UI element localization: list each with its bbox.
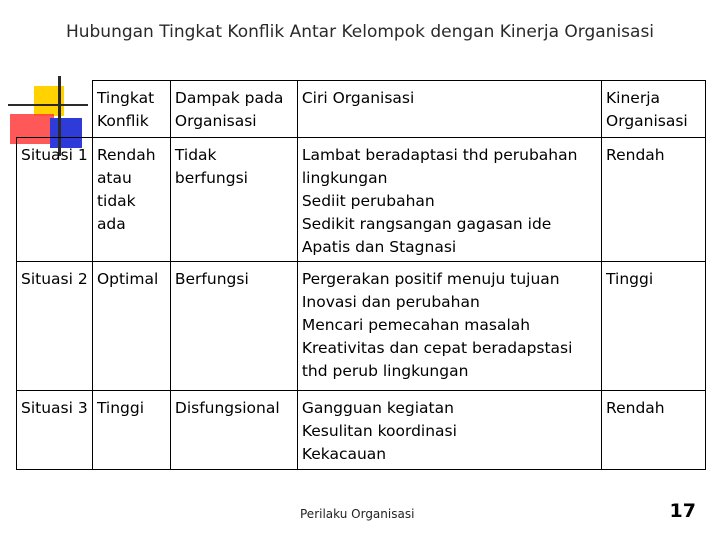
ciri-item: Sediit perubahan xyxy=(301,192,435,210)
table-row xyxy=(17,262,706,391)
ciri-item: Kesulitan koordinasi xyxy=(301,422,457,440)
cell-dampak: Tidak berfungsi xyxy=(170,138,297,262)
ciri-item: Apatis dan Stagnasi xyxy=(301,238,457,256)
cell-kinerja: Tinggi xyxy=(602,262,706,391)
slide-title: Hubungan Tingkat Konflik Antar Kelompok dengan Kinerja Organisasi xyxy=(65,22,655,42)
ciri-item: Kreativitas dan cepat beradapstasi thd perub lingkungan xyxy=(301,339,573,380)
cell-tingkat: Optimal xyxy=(92,262,170,391)
cell-dampak: Berfungsi xyxy=(170,262,297,391)
header-kinerja: Kinerja Organisasi xyxy=(602,81,706,138)
cell-kinerja: Rendah xyxy=(602,391,706,470)
cell-situasi: Situasi 2 xyxy=(17,262,93,391)
header-tingkat-konflik: Tingkat Konflik xyxy=(92,81,170,138)
cell-tingkat: Rendah atau tidak ada xyxy=(92,138,170,262)
cell-ciri xyxy=(297,391,601,470)
cell-situasi: Situasi 3 xyxy=(17,391,93,470)
conflict-performance-table xyxy=(16,80,706,470)
ciri-item: Sedikit rangsangan gagasan ide xyxy=(301,215,552,233)
header-cell-empty xyxy=(17,81,93,138)
ciri-item: Kekacauan xyxy=(301,445,387,463)
cell-ciri xyxy=(297,138,601,262)
header-dampak: Dampak pada Organisasi xyxy=(170,81,297,138)
cell-dampak: Disfungsional xyxy=(170,391,297,470)
cell-ciri xyxy=(297,262,601,391)
cell-kinerja: Rendah xyxy=(602,138,706,262)
page-number: 17 xyxy=(669,500,696,522)
cell-situasi: Situasi 1 xyxy=(17,138,93,262)
ciri-item: Lambat beradaptasi thd perubahan lingkungan xyxy=(301,146,578,187)
table-header-row xyxy=(17,81,706,138)
cell-tingkat: Tinggi xyxy=(92,391,170,470)
ciri-item: Pergerakan positif menuju tujuan xyxy=(301,270,560,288)
ciri-item: Inovasi dan perubahan xyxy=(301,293,480,311)
footer-text: Perilaku Organisasi xyxy=(300,507,415,521)
header-ciri: Ciri Organisasi xyxy=(297,81,601,138)
table-row xyxy=(17,138,706,262)
ciri-item: Gangguan kegiatan xyxy=(301,399,454,417)
ciri-item: Mencari pemecahan masalah xyxy=(301,316,531,334)
table-row xyxy=(17,391,706,470)
